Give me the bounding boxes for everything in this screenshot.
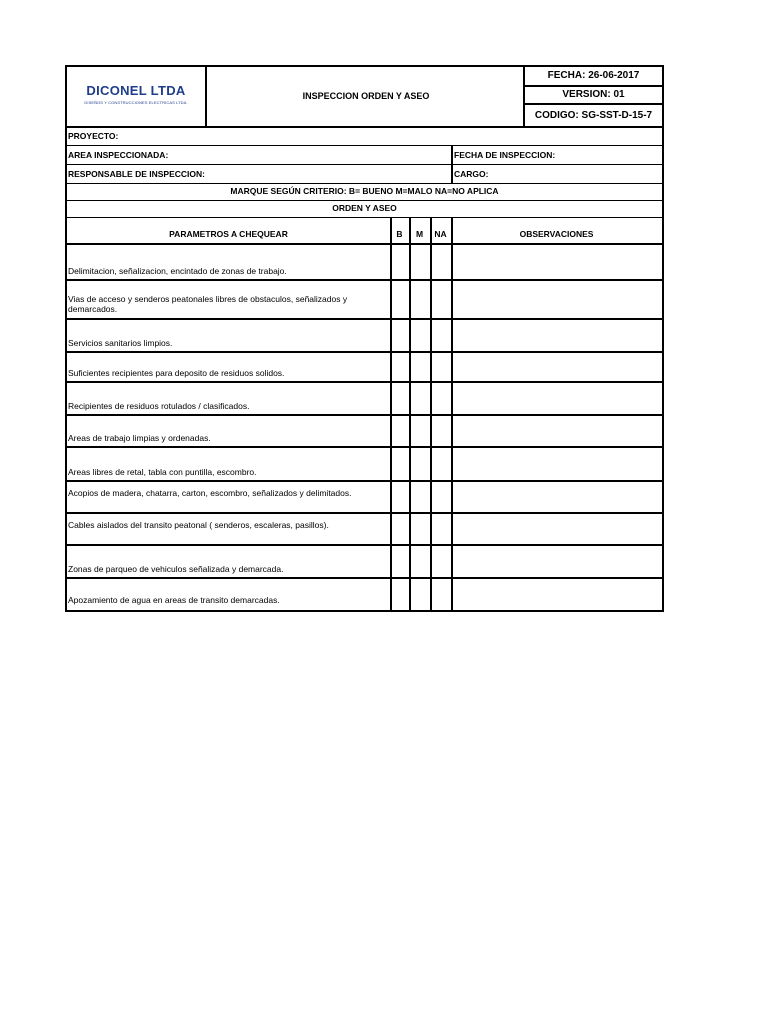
cell-b[interactable] bbox=[392, 579, 409, 607]
cell-na[interactable] bbox=[432, 579, 451, 607]
cell-na[interactable] bbox=[432, 353, 451, 380]
cell-observaciones[interactable] bbox=[453, 482, 662, 511]
cell-observaciones[interactable] bbox=[453, 448, 662, 479]
form-body bbox=[65, 128, 664, 612]
document-code: CODIGO: SG-SST-D-15-7 bbox=[534, 110, 653, 121]
cell-b[interactable] bbox=[392, 546, 409, 576]
document-version: VERSION: 01 bbox=[525, 87, 662, 105]
criteria-instructions: MARQUE SEGÚN CRITERIO: B= BUENO M=MALO NA=NO APLICA bbox=[230, 186, 499, 196]
checklist-item: Areas libres de retal, tabla con puntilla, escombro. bbox=[68, 467, 257, 477]
document-date: FECHA: 26-06-2017 bbox=[525, 67, 662, 87]
checklist-item: Zonas de parqueo de vehiculos señalizada y demarcada. bbox=[68, 564, 284, 574]
field-proyecto[interactable]: PROYECTO: bbox=[68, 131, 119, 141]
column-header-m: M bbox=[415, 229, 424, 239]
divider bbox=[67, 145, 662, 146]
document-meta bbox=[523, 67, 662, 126]
divider bbox=[67, 200, 662, 201]
cell-b[interactable] bbox=[392, 416, 409, 445]
checklist-item: Acopios de madera, chatarra, carton, escombro, señalizados y delimitados. bbox=[68, 488, 352, 498]
divider bbox=[451, 145, 453, 183]
field-responsable[interactable]: RESPONSABLE DE INSPECCION: bbox=[68, 169, 205, 179]
company-tagline: DISEÑOS Y CONSTRUCCIONES ELECTRICAS LTDA. bbox=[84, 100, 188, 105]
cell-m[interactable] bbox=[411, 245, 430, 278]
checklist-item: Vias de acceso y senderos peatonales libres de obstaculos, señalizados y demarcados. bbox=[68, 294, 348, 314]
cell-b[interactable] bbox=[392, 383, 409, 413]
cell-b[interactable] bbox=[392, 482, 409, 511]
cell-na[interactable] bbox=[432, 383, 451, 413]
cell-na[interactable] bbox=[432, 482, 451, 511]
cell-b[interactable] bbox=[392, 320, 409, 350]
cell-observaciones[interactable] bbox=[453, 281, 662, 317]
cell-na[interactable] bbox=[432, 320, 451, 350]
checklist-item: Apozamiento de agua en areas de transito demarcadas. bbox=[68, 595, 280, 605]
cell-b[interactable] bbox=[392, 448, 409, 479]
cell-m[interactable] bbox=[411, 514, 430, 543]
field-cargo[interactable]: CARGO: bbox=[454, 169, 489, 179]
company-name: DICONEL LTDA bbox=[86, 83, 186, 98]
column-header-observaciones: OBSERVACIONES bbox=[519, 229, 594, 239]
divider bbox=[67, 183, 662, 184]
cell-m[interactable] bbox=[411, 320, 430, 350]
checklist-item: Recipientes de residuos rotulados / clasificados. bbox=[68, 401, 250, 411]
cell-observaciones[interactable] bbox=[453, 383, 662, 413]
cell-observaciones[interactable] bbox=[453, 579, 662, 607]
cell-na[interactable] bbox=[432, 281, 451, 317]
cell-observaciones[interactable] bbox=[453, 514, 662, 543]
company-logo bbox=[67, 67, 207, 126]
cell-observaciones[interactable] bbox=[453, 320, 662, 350]
cell-na[interactable] bbox=[432, 546, 451, 576]
cell-b[interactable] bbox=[392, 281, 409, 317]
cell-observaciones[interactable] bbox=[453, 245, 662, 278]
cell-m[interactable] bbox=[411, 383, 430, 413]
cell-b[interactable] bbox=[392, 514, 409, 543]
cell-na[interactable] bbox=[432, 448, 451, 479]
checklist-item: Cables aislados del transito peatonal ( senderos, escaleras, pasillos). bbox=[68, 520, 329, 530]
checklist-item: Servicios sanitarios limpios. bbox=[68, 338, 173, 348]
cell-m[interactable] bbox=[411, 448, 430, 479]
document-title: INSPECCION ORDEN Y ASEO bbox=[302, 91, 430, 101]
cell-m[interactable] bbox=[411, 546, 430, 576]
checklist-item: Delimitacion, señalizacion, encintado de zonas de trabajo. bbox=[68, 266, 287, 276]
divider bbox=[67, 217, 662, 218]
cell-m[interactable] bbox=[411, 353, 430, 380]
cell-observaciones[interactable] bbox=[453, 353, 662, 380]
cell-na[interactable] bbox=[432, 245, 451, 278]
column-header-na: NA bbox=[434, 229, 447, 239]
cell-b[interactable] bbox=[392, 353, 409, 380]
section-title: ORDEN Y ASEO bbox=[332, 203, 397, 213]
column-header-parametros: PARAMETROS A CHEQUEAR bbox=[169, 229, 288, 239]
cell-observaciones[interactable] bbox=[453, 546, 662, 576]
field-fecha-inspeccion[interactable]: FECHA DE INSPECCION: bbox=[454, 150, 556, 160]
cell-na[interactable] bbox=[432, 416, 451, 445]
form-header bbox=[65, 65, 664, 128]
cell-na[interactable] bbox=[432, 514, 451, 543]
checklist-item: Areas de trabajo limpias y ordenadas. bbox=[68, 433, 211, 443]
cell-m[interactable] bbox=[411, 482, 430, 511]
divider bbox=[67, 164, 662, 165]
inspection-form bbox=[65, 65, 664, 612]
column-header-b: B bbox=[396, 229, 403, 239]
cell-b[interactable] bbox=[392, 245, 409, 278]
cell-observaciones[interactable] bbox=[453, 416, 662, 445]
cell-m[interactable] bbox=[411, 281, 430, 317]
field-area-inspeccionada[interactable]: AREA INSPECCIONADA: bbox=[68, 150, 169, 160]
checklist-item: Suficientes recipientes para deposito de residuos solidos. bbox=[68, 368, 285, 378]
cell-m[interactable] bbox=[411, 416, 430, 445]
cell-m[interactable] bbox=[411, 579, 430, 607]
